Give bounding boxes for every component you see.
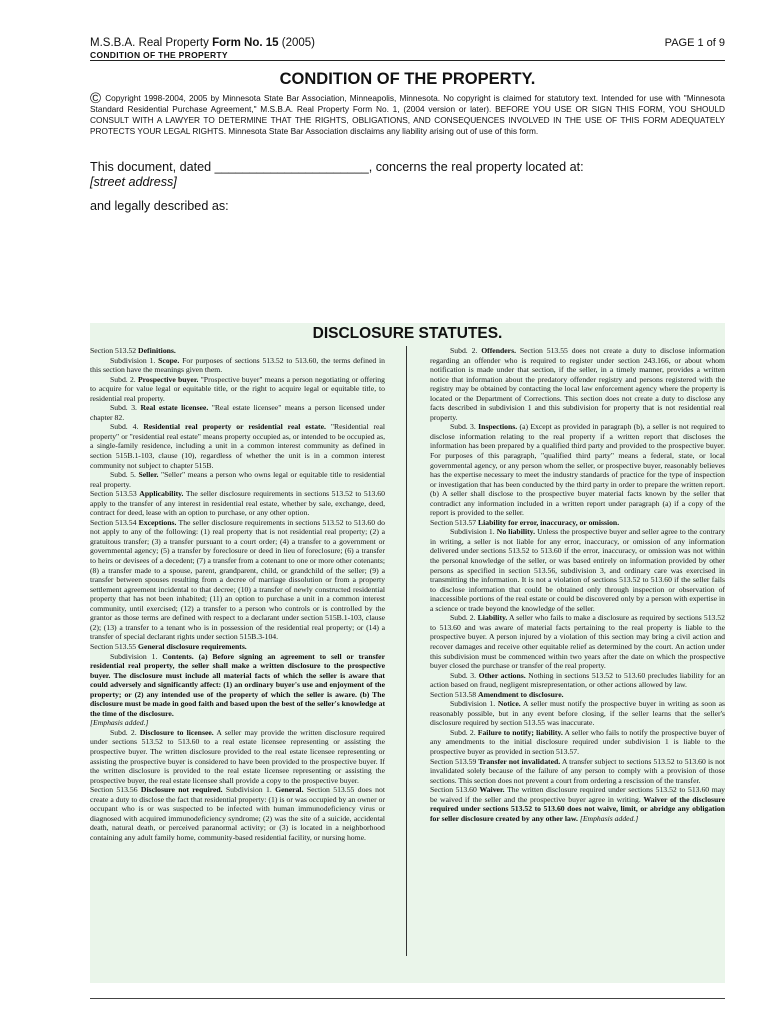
statute-paragraph <box>90 489 385 518</box>
disclosure-right-column <box>430 346 725 823</box>
statute-text: Subd. 2. <box>450 613 478 623</box>
statute-text: Subdivision 1. <box>110 651 163 661</box>
statute-paragraph <box>90 785 385 842</box>
statute-heading: Exceptions. <box>138 517 177 527</box>
statute-paragraph <box>90 652 385 719</box>
statute-text: (a) Except as provided in paragraph (b), a seller is not required to disclose information relating to the real property if a written report that discloses the information has been prepared by a qualified third party and provided to the prospective buyer. For purposes of this paragraph, "qualified third party" means a federal, state, or local governmental agency, or any person whom the seller, or prospective buyer, reasonably believes has the expertise necessary to meet the industry standards of practice for the type of inspection or investigation that has been conducted by the third party in order to prepare the written report. (b) A seller shall disclose to the prospective buyer material facts known by the seller that contradict any information included in a written report under paragraph (a) if a copy of the report is provided to the seller. <box>430 422 725 518</box>
statute-paragraph <box>90 470 385 489</box>
statute-paragraph <box>430 757 725 786</box>
disclosure-left-column <box>90 346 385 842</box>
statute-text: Subd. 2. <box>110 374 138 384</box>
header-divider <box>90 60 725 61</box>
statute-paragraph <box>430 671 725 690</box>
statute-paragraph <box>90 346 385 356</box>
form-number: Form No. 15 <box>212 37 279 49</box>
statute-heading: Liability. <box>477 613 508 623</box>
statute-emphasis-note: [Emphasis added.] <box>90 718 149 728</box>
statute-text: Section 513.53 <box>90 489 140 499</box>
page-number: PAGE 1 of 9 <box>664 37 725 49</box>
statute-heading: Seller. <box>138 470 159 480</box>
statute-paragraph <box>90 718 385 728</box>
statute-paragraph <box>90 403 385 422</box>
statute-text: Subd. 2. <box>450 346 482 355</box>
statute-text: A seller may provide the written disclosure required under sections 513.52 to 513.60 to a real estate licensee representing or assisting the prospective buyer. The written disclosure provided to the real estate licensee representing or assisting the prospective buyer is considered to have been provided to the prospective buyer. If the written disclosure is provided to the real estate licensee representing or assisting the prospective buyer, the real estate licensee shall provide a copy to the prospective buyer. <box>90 727 385 785</box>
statute-paragraph <box>90 422 385 470</box>
statute-paragraph <box>430 613 725 670</box>
statute-text: Section 513.58 <box>430 689 479 699</box>
statute-paragraph <box>430 785 725 823</box>
statute-heading: General. <box>275 785 304 795</box>
statute-text: Subd. 4. <box>110 422 144 432</box>
statute-paragraph <box>430 422 725 517</box>
statute-heading: Amendment to disclosure. <box>478 689 564 699</box>
disclosure-title: DISCLOSURE STATUTES. <box>312 325 503 342</box>
statute-paragraph <box>430 699 725 728</box>
statute-text: Section 513.56 <box>90 785 141 795</box>
statute-heading: Waiver of the disclosure required under sections 513.52 to 513.60 does not waive, limit, or abridge any obligation for seller disclosure created by any other law. <box>430 794 725 823</box>
document-date-line: This document, dated ______________________, concerns the real property located at: <box>90 160 584 174</box>
statute-text: Section 513.54 <box>90 517 139 527</box>
statute-heading: Applicability. <box>139 489 184 499</box>
statute-text: Section 513.55 does not create a duty to disclose the fact that residential property: (1) is or was occupied by an owner or occupant who is or was suspected to be infected with human immunodeficiency virus or diagnosed with acquired immunodeficiency syndrome; (2) was the site of a suicide, accidental death, natural death, or perceived paranormal activity; or (3) is located in a neighborhood containing any adult family home, community-based residential facility, or nursing home. <box>90 785 385 842</box>
statute-heading: Inspections. <box>478 422 518 432</box>
statute-paragraph <box>430 728 725 757</box>
statute-text: Subdivision 1. <box>110 355 159 365</box>
statute-text: A transfer subject to sections 513.52 to 513.60 is not invalidated solely because of the failure of any person to comply with a provision of those sections. This section does not prevent a court from ordering a rescission of the transfer. <box>430 756 725 785</box>
statute-paragraph <box>90 375 385 404</box>
statute-paragraph <box>430 346 725 422</box>
statute-emphasis-note: [Emphasis added.] <box>579 813 639 823</box>
statute-heading: Notice. <box>497 699 521 709</box>
statute-paragraph <box>90 728 385 785</box>
statute-text: "Real estate licensee" means a person licensed under chapter 82. <box>90 403 386 422</box>
statute-heading: General disclosure requirements. <box>138 641 247 651</box>
statute-heading: Contents. <box>162 651 194 661</box>
statute-heading: Offenders. <box>481 346 516 355</box>
statute-text: Section 513.55 <box>90 641 139 651</box>
statute-text: Nothing in sections 513.52 to 513.60 precludes liability for an action based on fraud, negligent misrepresentation, or other actions allowed by law. <box>430 670 725 690</box>
statute-heading: Waiver. <box>479 785 505 795</box>
statute-heading: (a) Before signing an agreement to sell or transfer residential real property, the seller shall make a written disclosure to the prospective buyer. The disclosure must include all material facts of which the seller is aware that could adversely and significantly affect: (1) an ordinary buyer's use and enjoyment of the property; or (2) any intended use of the property of which the seller is aware. (b) The disclosure must be made in good faith and based upon the best of the seller's knowledge at the time of the disclosure. <box>90 651 386 718</box>
statute-text: Unless the prospective buyer and seller agree to the contrary in writing, a seller is not liable for any error, inaccuracy, or omission of any information delivered under sections 513.52 to 513.60 if the error, inaccuracy, or omission was not within the personal knowledge of the seller, or was based entirely on information provided by other persons as specified in section 513.56, subdivision 3, and ordinary care was exercised in transmitting the information. It is not a violation of sections 513.52 to 513.60 if the seller fails to disclose information that could be obtained only through inspection or observation of inaccessible portions of the real estate or could be discovered only by a person with expertise in a science or trade beyond the knowledge of the seller. <box>430 527 725 613</box>
statute-text: Subdivision 1. <box>222 785 276 795</box>
statute-text: The seller disclosure requirements in sections 513.52 to 513.60 apply to the transfer of any interest in residential real estate, whether by sale, exchange, deed, contract for deed, lease with an option to purchase, or any other option. <box>90 489 385 518</box>
statute-text: Subd. 5. <box>110 470 139 480</box>
statute-text: Section 513.59 <box>430 756 479 766</box>
statute-text: "Seller" means a person who owns legal or equitable title to residential real property. <box>90 470 385 489</box>
statute-heading: Liability for error, inaccuracy, or omission. <box>478 517 620 527</box>
statute-paragraph <box>90 642 385 652</box>
statute-heading: Prospective buyer. <box>137 374 199 384</box>
form-identifier: M.S.B.A. Real Property Form No. 15 (2005) <box>90 37 315 49</box>
page-title: CONDITION OF THE PROPERTY. <box>279 70 536 88</box>
statute-heading: No liability. <box>496 527 536 537</box>
statute-heading: Real estate licensee. <box>140 403 209 413</box>
statute-paragraph <box>430 518 725 528</box>
statute-text: For purposes of sections 513.52 to 513.60, the terms defined in this section have the meanings given them. <box>90 355 385 375</box>
statute-text: Subdivision 1. <box>450 527 497 537</box>
street-address: [street address] <box>90 175 177 189</box>
statute-paragraph <box>90 518 385 642</box>
property-location-block <box>90 160 725 190</box>
footer-divider <box>90 998 725 999</box>
statute-text: Subdivision 1. <box>450 699 498 709</box>
statute-text: Subd. 2. <box>110 727 140 737</box>
statute-heading: Definitions. <box>138 346 176 355</box>
statute-heading: Failure to notify; liability. <box>477 727 563 737</box>
statute-text: The seller disclosure requirements in sections 513.52 to 513.60 do not apply to any of the following: (1) real property that is not residential real property; (2) a gratuitous transfer; (3) a transfer pursuant to a court order; (4) a transfer to a government or governmental agency; (5) a transfer by foreclosure or deed in lieu of foreclosure; (6) a transfer to heirs or devisees of a decedent; (7) a transfer from a cotenant to one or more other cotenants; (8) a transfer made to a spouse, parent, grandparent, child, or grandchild of the seller; (9) a transfer between spouses resulting from a decree of marriage dissolution or from a property settlement agreement incidental to that decree; (10) a transfer of newly constructed residential property that has not been inhabited; (11) an option to purchase a unit in a common interest community, until exercised; (12) a transfer to a person who controls or is controlled by the grantor as those terms are defined with respect to a declarant under section 515B.1-103, clause (2); (13) a transfer to a tenant who is in possession of the residential real property; or (14) a transfer of special declarant rights under section 515B.3-104. <box>90 517 385 642</box>
statute-heading: Disclosure to licensee. <box>139 727 214 737</box>
statute-heading: Residential real property or residential real estate. <box>143 422 326 432</box>
column-divider <box>406 346 407 956</box>
legal-description-label: and legally described as: <box>90 199 229 213</box>
statute-text: "Residential real property" or "residential real estate" means property occupied as, or intended to be occupied as, a single-family residence, including a unit in a common interest community as defined in section 515B.1-103, clause (10), regardless of whether the unit is in a common interest community not subject to chapter 515B. <box>90 422 386 470</box>
statute-text: Subd. 3. <box>450 670 479 680</box>
statute-text: The written disclosure required under sections 513.52 to 513.60 may be waived if the seller and the prospective buyer agree in writing. <box>430 785 725 804</box>
statute-text: A seller must notify the prospective buyer in writing as soon as reasonably possible, but in any event before closing, if the seller learns that the seller's disclosure required by section 513.55 was inaccurate. <box>430 699 725 728</box>
copyright-text: Copyright 1998-2004, 2005 by Minnesota State Bar Association, Minneapolis, Minnesota. No copyright is claimed for statutory text. Intended for use with "Minnesota Standard Residential Purchase Agreement," M.S.B.A. Real Property Form No. 1, (2004 version or later). BEFORE YOU USE OR SIGN THIS FORM, YOU SHOULD CONSULT WITH A LAWYER TO DETERMINE THAT THE RIGHTS, OBLIGATIONS, AND CONSEQUENCES INVOLVED IN THE USE OF THIS FORM ADEQUATELY PROTECTS YOUR LEGAL RIGHTS. Minnesota State Bar Association disclaims any liability arising out of use of this form. <box>90 93 725 136</box>
statute-text: Section 513.57 <box>430 517 479 527</box>
form-header <box>90 37 315 60</box>
statute-text: Section 513.60 <box>430 785 480 795</box>
statute-text: Subd. 2. <box>450 727 478 737</box>
form-subtitle: CONDITION OF THE PROPERTY <box>90 50 228 60</box>
copyright-notice <box>90 90 725 137</box>
statute-text: A seller who fails to notify the prospective buyer of any amendments to the initial disclosure required under subdivision 1 is liable to the prospective buyer as provided in section 513.57. <box>430 727 726 756</box>
statute-text: Subd. 3. <box>450 422 479 432</box>
statute-paragraph <box>430 527 725 613</box>
statute-paragraph <box>430 690 725 700</box>
statute-text: A seller who fails to make a disclosure as required by sections 513.52 to 513.60 and was aware of material facts pertaining to the real property is liable to the prospective buyer. A person injured by a violation of this section may bring a civil action and recover damages and receive other equitable relief as determined by the court. An action under this subdivision must be commenced within two years after the date on which the prospective buyer closed the purchase or transfer of the real property. <box>430 613 725 671</box>
statute-text: "Prospective buyer" means a person negotiating or offering to acquire for value legal or equitable title, or the right to acquire legal or equitable title, to residential real property. <box>90 374 385 403</box>
statute-heading: Transfer not invalidated. <box>478 756 561 766</box>
statute-text: Subd. 3. <box>110 403 141 413</box>
statute-heading: Scope. <box>158 355 180 365</box>
statute-text: Section 513.55 does not create a duty to disclose information regarding an offender who is required to register under section 243.166, or about whom notification is made under that section, if the seller, in a timely manner, provides a written notice that information about the predatory offender registry and persons registered with the registry may be obtained by contacting the local law enforcement agency where the property is located or the Department of Corrections. This section does not create a duty to disclose any facts described in subdivision 1 and this subdivision for property that is not residential real property. <box>430 346 726 422</box>
statute-heading: Other actions. <box>478 670 526 680</box>
statute-heading: Disclosure not required. <box>140 785 223 795</box>
statute-text: Section 513.52 <box>90 346 139 355</box>
copyright-icon: © <box>90 90 102 107</box>
statute-paragraph <box>90 356 385 375</box>
